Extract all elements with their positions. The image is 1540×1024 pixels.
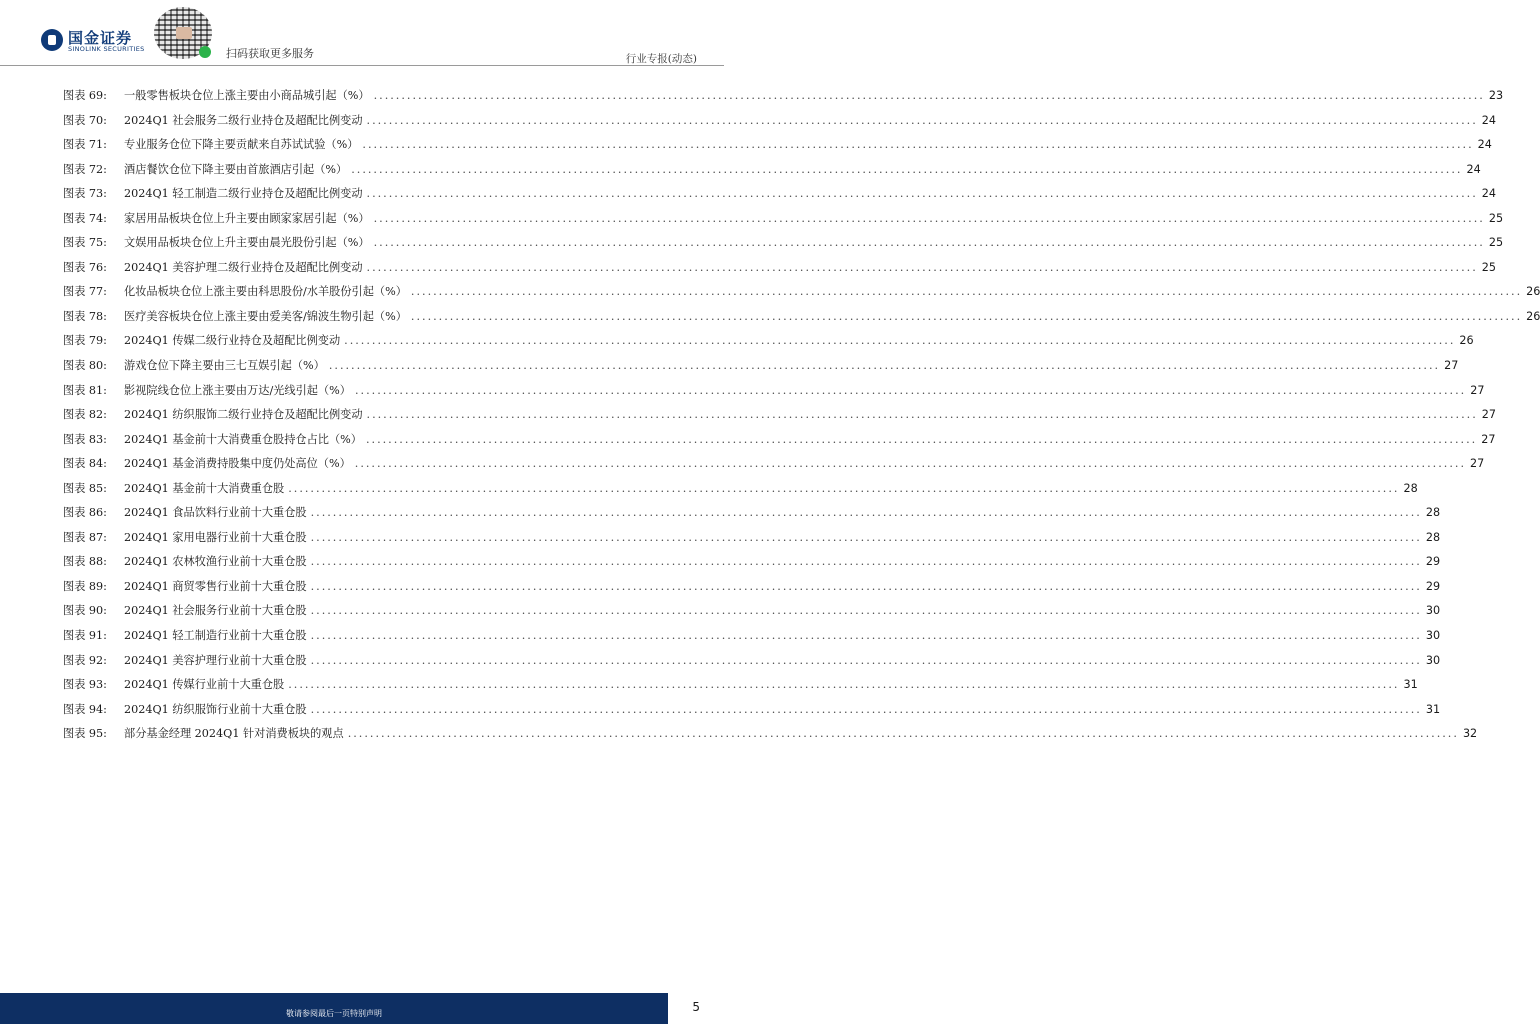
toc-entry[interactable] [63, 211, 1504, 237]
toc-figure-label: 图表 75: [63, 236, 107, 250]
toc-leader-dots: ........................................................................................................................................................................................................ [354, 457, 1467, 471]
toc-page-number: 28 [1425, 530, 1441, 544]
toc-entry[interactable] [63, 727, 1478, 752]
toc-page-number: 24 [1477, 138, 1492, 152]
toc-page-number: 26 [1459, 334, 1474, 348]
toc-entry[interactable] [63, 432, 1496, 458]
toc-leader-dots: ........................................................................................................................................................................................................ [365, 432, 1478, 446]
toc-entry[interactable] [63, 604, 1441, 629]
toc-entry[interactable] [63, 187, 1497, 212]
toc-figure-label: 图表 69: [63, 89, 107, 102]
toc-figure-label: 图表 76: [63, 260, 107, 274]
toc-figure-title: 部分基金经理 2024Q1 针对消费板块的观点 [124, 727, 344, 741]
toc-page-number: 26 [1526, 309, 1540, 323]
toc-leader-dots: ........................................................................................................................................................................................................ [351, 162, 1463, 176]
toc-figure-label: 图表 93: [63, 678, 107, 692]
qr-center-avatar [176, 27, 192, 39]
table-of-figures [63, 89, 1540, 752]
toc-figure-title: 2024Q1 基金消费持股集中度仍处高位（%） [124, 457, 351, 471]
toc-figure-title: 2024Q1 基金前十大消费重仓股持仓占比（%） [124, 432, 362, 446]
toc-figure-title: 2024Q1 农林牧渔行业前十大重仓股 [124, 555, 307, 569]
toc-entry[interactable] [63, 530, 1441, 556]
toc-entry[interactable] [63, 506, 1441, 531]
toc-figure-title: 家居用品板块仓位上升主要由顾家家居引起（%） [124, 211, 370, 225]
toc-entry[interactable] [63, 702, 1441, 728]
toc-figure-title: 文娱用品板块仓位上升主要由晨光股份引起（%） [124, 236, 370, 250]
logo-english-name: SINOLINK SECURITIES [68, 45, 145, 53]
toc-figure-label: 图表 89: [63, 579, 107, 593]
toc-entry[interactable] [63, 653, 1441, 679]
toc-page-number: 28 [1403, 481, 1418, 495]
toc-figure-label: 图表 86: [63, 506, 107, 520]
toc-entry[interactable] [63, 359, 1459, 384]
toc-figure-label: 图表 88: [63, 555, 107, 569]
toc-page-number: 30 [1425, 629, 1441, 643]
toc-entry[interactable] [63, 113, 1497, 139]
toc-figure-label: 图表 94: [63, 702, 107, 716]
toc-figure-title: 影视院线仓位上涨主要由万达/光线引起（%） [124, 383, 351, 397]
toc-page-number: 29 [1425, 579, 1441, 593]
toc-leader-dots: ........................................................................................................................................................................................................ [328, 359, 1441, 373]
toc-figure-label: 图表 81: [63, 383, 107, 397]
toc-figure-title: 2024Q1 轻工制造二级行业持仓及超配比例变动 [124, 187, 363, 201]
toc-figure-label: 图表 82: [63, 408, 107, 422]
toc-figure-label: 图表 70: [63, 113, 107, 127]
toc-figure-title: 2024Q1 食品饮料行业前十大重仓股 [124, 506, 307, 520]
toc-figure-title: 化妆品板块仓位上涨主要由科思股份/水羊股份引起（%） [124, 285, 407, 299]
toc-figure-label: 图表 92: [63, 653, 107, 667]
toc-entry[interactable] [63, 260, 1497, 286]
toc-figure-title: 专业服务仓位下降主要贡献来自苏试试验（%） [124, 138, 359, 152]
toc-leader-dots: ........................................................................................................................................................................................................ [310, 629, 1422, 643]
scan-prompt: 扫码获取更多服务 [226, 47, 314, 60]
toc-figure-label: 图表 78: [63, 309, 107, 323]
toc-leader-dots: ........................................................................................................................................................................................................ [366, 187, 1478, 201]
toc-leader-dots: ........................................................................................................................................................................................................ [310, 653, 1422, 667]
toc-figure-title: 游戏仓位下降主要由三七互娱引起（%） [124, 359, 325, 373]
toc-figure-title: 2024Q1 家用电器行业前十大重仓股 [124, 530, 307, 544]
toc-page-number: 27 [1470, 383, 1485, 397]
toc-leader-dots: ........................................................................................................................................................................................................ [310, 702, 1422, 716]
toc-figure-title: 2024Q1 传媒行业前十大重仓股 [124, 678, 285, 692]
toc-page-number: 31 [1403, 678, 1418, 692]
toc-figure-title: 2024Q1 轻工制造行业前十大重仓股 [124, 629, 307, 643]
toc-figure-title: 2024Q1 美容护理二级行业持仓及超配比例变动 [124, 260, 363, 274]
report-type-label: 行业专报(动态) [625, 53, 697, 65]
toc-figure-label: 图表 83: [63, 432, 107, 446]
toc-entry[interactable] [63, 309, 1540, 335]
toc-leader-dots: ........................................................................................................................................................................................................ [347, 727, 1459, 741]
toc-figure-label: 图表 90: [63, 604, 107, 618]
toc-figure-title: 2024Q1 纺织服饰二级行业持仓及超配比例变动 [124, 408, 363, 422]
toc-figure-label: 图表 84: [63, 457, 107, 471]
toc-figure-title: 2024Q1 基金前十大消费重仓股 [124, 481, 285, 495]
toc-figure-title: 一般零售板块仓位上涨主要由小商品城引起（%） [124, 89, 370, 102]
toc-figure-label: 图表 80: [63, 359, 107, 373]
toc-leader-dots: ........................................................................................................................................................................................................ [310, 579, 1422, 593]
logo-chinese-name: 国金证券 [68, 29, 133, 47]
toc-leader-dots: ........................................................................................................................................................................................................ [310, 506, 1422, 520]
toc-page-number: 27 [1481, 432, 1496, 446]
toc-page-number: 32 [1462, 727, 1478, 741]
header-divider [0, 65, 724, 66]
toc-page-number: 29 [1425, 555, 1441, 569]
toc-entry[interactable] [63, 383, 1485, 409]
toc-leader-dots: ........................................................................................................................................................................................................ [366, 113, 1478, 127]
toc-figure-label: 图表 91: [63, 629, 107, 643]
toc-leader-dots: ........................................................................................................................................................................................................ [410, 309, 1523, 323]
toc-entry[interactable] [63, 89, 1504, 114]
toc-figure-title: 2024Q1 社会服务行业前十大重仓股 [124, 604, 307, 618]
toc-leader-dots: ........................................................................................................................................................................................................ [366, 260, 1478, 274]
toc-entry[interactable] [63, 579, 1441, 605]
toc-leader-dots: ........................................................................................................................................................................................................ [362, 138, 1474, 152]
toc-entry[interactable] [63, 678, 1418, 703]
toc-entry[interactable] [63, 138, 1492, 163]
toc-figure-title: 2024Q1 传媒二级行业持仓及超配比例变动 [124, 334, 341, 348]
toc-page-number: 24 [1466, 162, 1481, 176]
toc-entry[interactable] [63, 457, 1485, 482]
toc-leader-dots: ........................................................................................................................................................................................................ [288, 481, 1400, 495]
toc-figure-title: 2024Q1 社会服务二级行业持仓及超配比例变动 [124, 113, 363, 127]
toc-page-number: 30 [1425, 604, 1441, 618]
toc-entry[interactable] [63, 236, 1504, 261]
toc-leader-dots: ........................................................................................................................................................................................................ [410, 285, 1523, 299]
toc-page-number: 24 [1481, 113, 1497, 127]
toc-leader-dots: ........................................................................................................................................................................................................ [354, 383, 1467, 397]
toc-page-number: 23 [1488, 89, 1504, 102]
toc-page-number: 27 [1481, 408, 1497, 422]
toc-figure-title: 2024Q1 商贸零售行业前十大重仓股 [124, 579, 307, 593]
toc-figure-title: 2024Q1 美容护理行业前十大重仓股 [124, 653, 307, 667]
toc-page-number: 25 [1488, 236, 1504, 250]
toc-page-number: 30 [1425, 653, 1441, 667]
toc-entry[interactable] [63, 629, 1441, 654]
footer-disclaimer: 敬请参阅最后一页特别声明 [286, 1009, 382, 1018]
toc-entry[interactable] [63, 334, 1474, 359]
wechat-badge-icon [199, 46, 211, 58]
toc-leader-dots: ........................................................................................................................................................................................................ [366, 408, 1478, 422]
toc-figure-title: 酒店餐饮仓位下降主要由首旅酒店引起（%） [124, 162, 348, 176]
toc-page-number: 24 [1481, 187, 1497, 201]
toc-leader-dots: ........................................................................................................................................................................................................ [288, 678, 1400, 692]
toc-page-number: 27 [1470, 457, 1485, 471]
toc-entry[interactable] [63, 555, 1441, 580]
toc-entry[interactable] [63, 408, 1497, 433]
toc-page-number: 26 [1526, 285, 1540, 299]
toc-leader-dots: ........................................................................................................................................................................................................ [373, 89, 1485, 102]
toc-figure-label: 图表 73: [63, 187, 107, 201]
toc-leader-dots: ........................................................................................................................................................................................................ [373, 236, 1485, 250]
toc-page-number: 27 [1444, 359, 1459, 373]
toc-page-number: 25 [1488, 211, 1504, 225]
toc-leader-dots: ........................................................................................................................................................................................................ [344, 334, 1456, 348]
toc-leader-dots: ........................................................................................................................................................................................................ [310, 604, 1422, 618]
toc-entry[interactable] [63, 162, 1481, 188]
toc-page-number: 28 [1425, 506, 1441, 520]
toc-figure-label: 图表 71: [63, 138, 107, 152]
page-header [0, 0, 724, 66]
toc-entry[interactable] [63, 285, 1540, 310]
toc-figure-label: 图表 74: [63, 211, 107, 225]
toc-figure-label: 图表 77: [63, 285, 107, 299]
toc-page-number: 31 [1425, 702, 1441, 716]
sinolink-logo-icon [41, 29, 63, 51]
toc-figure-label: 图表 72: [63, 162, 107, 176]
toc-leader-dots: ........................................................................................................................................................................................................ [310, 530, 1422, 544]
page-number: 5 [692, 1000, 700, 1014]
toc-figure-title: 2024Q1 纺织服饰行业前十大重仓股 [124, 702, 307, 716]
toc-leader-dots: ........................................................................................................................................................................................................ [310, 555, 1422, 569]
toc-figure-label: 图表 87: [63, 530, 107, 544]
toc-figure-title: 医疗美容板块仓位上涨主要由爱美客/锦波生物引起（%） [124, 309, 407, 323]
toc-figure-label: 图表 85: [63, 481, 107, 495]
toc-page-number: 25 [1481, 260, 1497, 274]
toc-leader-dots: ........................................................................................................................................................................................................ [373, 211, 1485, 225]
toc-entry[interactable] [63, 481, 1418, 507]
toc-figure-label: 图表 79: [63, 334, 107, 348]
toc-figure-label: 图表 95: [63, 727, 107, 741]
